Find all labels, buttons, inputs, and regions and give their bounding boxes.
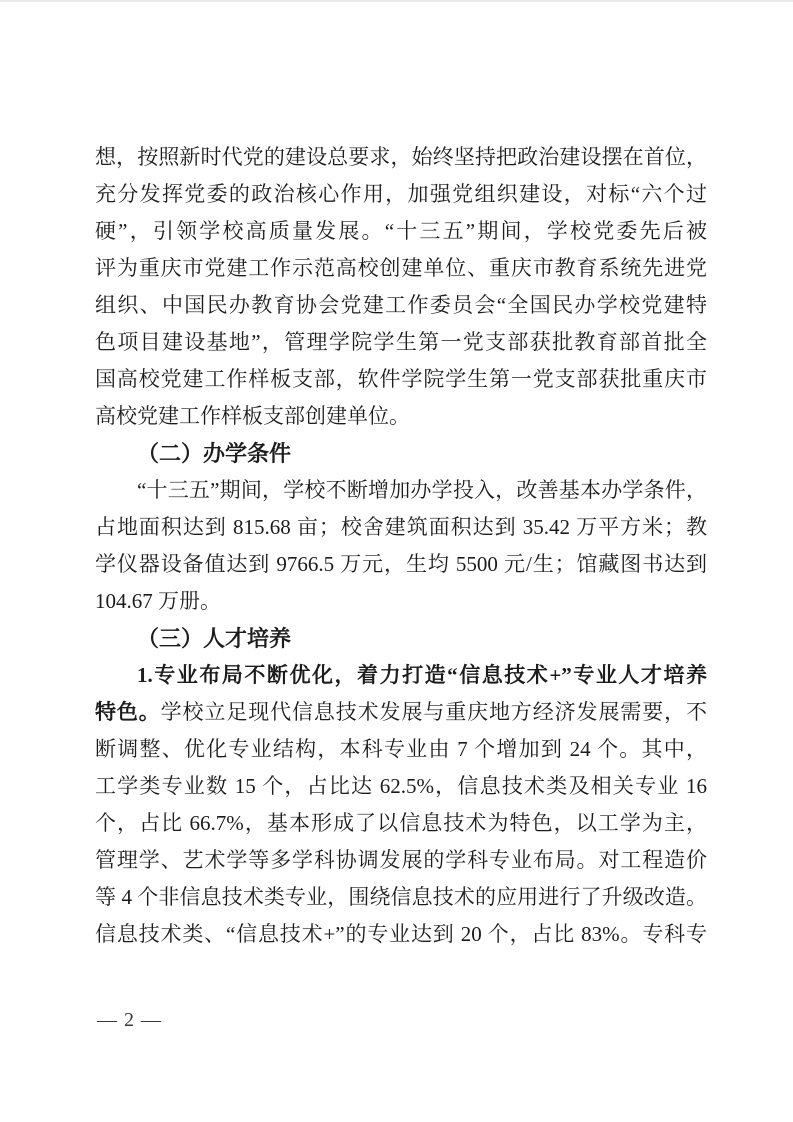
text-line: “十三五”期间，学校不断增加办学投入，改善基本办学条件， xyxy=(137,478,707,502)
text-segment: 学校立足现代信息技术发展与重庆地方经济发展需要，不 xyxy=(160,700,708,724)
text-line: 工学类专业数 15 个，占比达 62.5%，信息技术类及相关专业 16 xyxy=(95,774,707,798)
text-line: 组织、中国民办教育协会党建工作委员会“全国民办学校党建特 xyxy=(95,293,707,317)
text-line: 硬”，引领学校高质量发展。“十三五”期间，学校党委先后被 xyxy=(95,219,707,243)
scan-top-edge-artifact xyxy=(0,0,793,2)
text-line: 高校党建工作样板支部创建单位。 xyxy=(95,404,410,428)
text-line: 断调整、优化专业结构，本科专业由 7 个增加到 24 个。其中， xyxy=(95,737,707,761)
section-heading: （二）办学条件 xyxy=(137,441,292,466)
text-line: 占地面积达到 815.68 亩；校舍建筑面积达到 35.42 万平方米；教 xyxy=(95,515,707,539)
text-line xyxy=(95,694,707,731)
page-number: — 2 — xyxy=(97,1009,162,1031)
text-line: 管理学、艺术学等多学科协调发展的学科专业布局。对工程造价 xyxy=(95,848,707,872)
document-body xyxy=(95,139,707,953)
text-line: 104.67 万册。 xyxy=(95,589,221,613)
text-line: 国高校党建工作样板支部，软件学院学生第一党支部获批重庆市 xyxy=(95,367,707,391)
text-line: 个，占比 66.7%，基本形成了以信息技术为特色，以工学为主， xyxy=(95,811,707,835)
text-line: 想，按照新时代党的建设总要求，始终坚持把政治建设摆在首位， xyxy=(95,145,707,169)
text-line: 学仪器设备值达到 9766.5 万元，生均 5500 元/生；馆藏图书达到 xyxy=(95,552,707,576)
text-line: 等 4 个非信息技术类专业，围绕信息技术的应用进行了升级改造。 xyxy=(95,885,707,909)
text-line: 信息技术类、“信息技术+”的专业达到 20 个，占比 83%。专科专 xyxy=(95,922,707,946)
text-line: 评为重庆市党建工作示范高校创建单位、重庆市教育系统先进党 xyxy=(95,256,707,280)
text-line: 充分发挥党委的政治核心作用，加强党组织建设，对标“六个过 xyxy=(95,182,707,206)
text-line: 1.专业布局不断优化，着力打造“信息技术+”专业人才培养 xyxy=(137,663,707,687)
text-line: 色项目建设基地”，管理学院学生第一党支部获批教育部首批全 xyxy=(95,330,707,354)
section-heading: （三）人才培养 xyxy=(137,626,292,651)
bold-text-segment: 特色。 xyxy=(95,700,161,724)
